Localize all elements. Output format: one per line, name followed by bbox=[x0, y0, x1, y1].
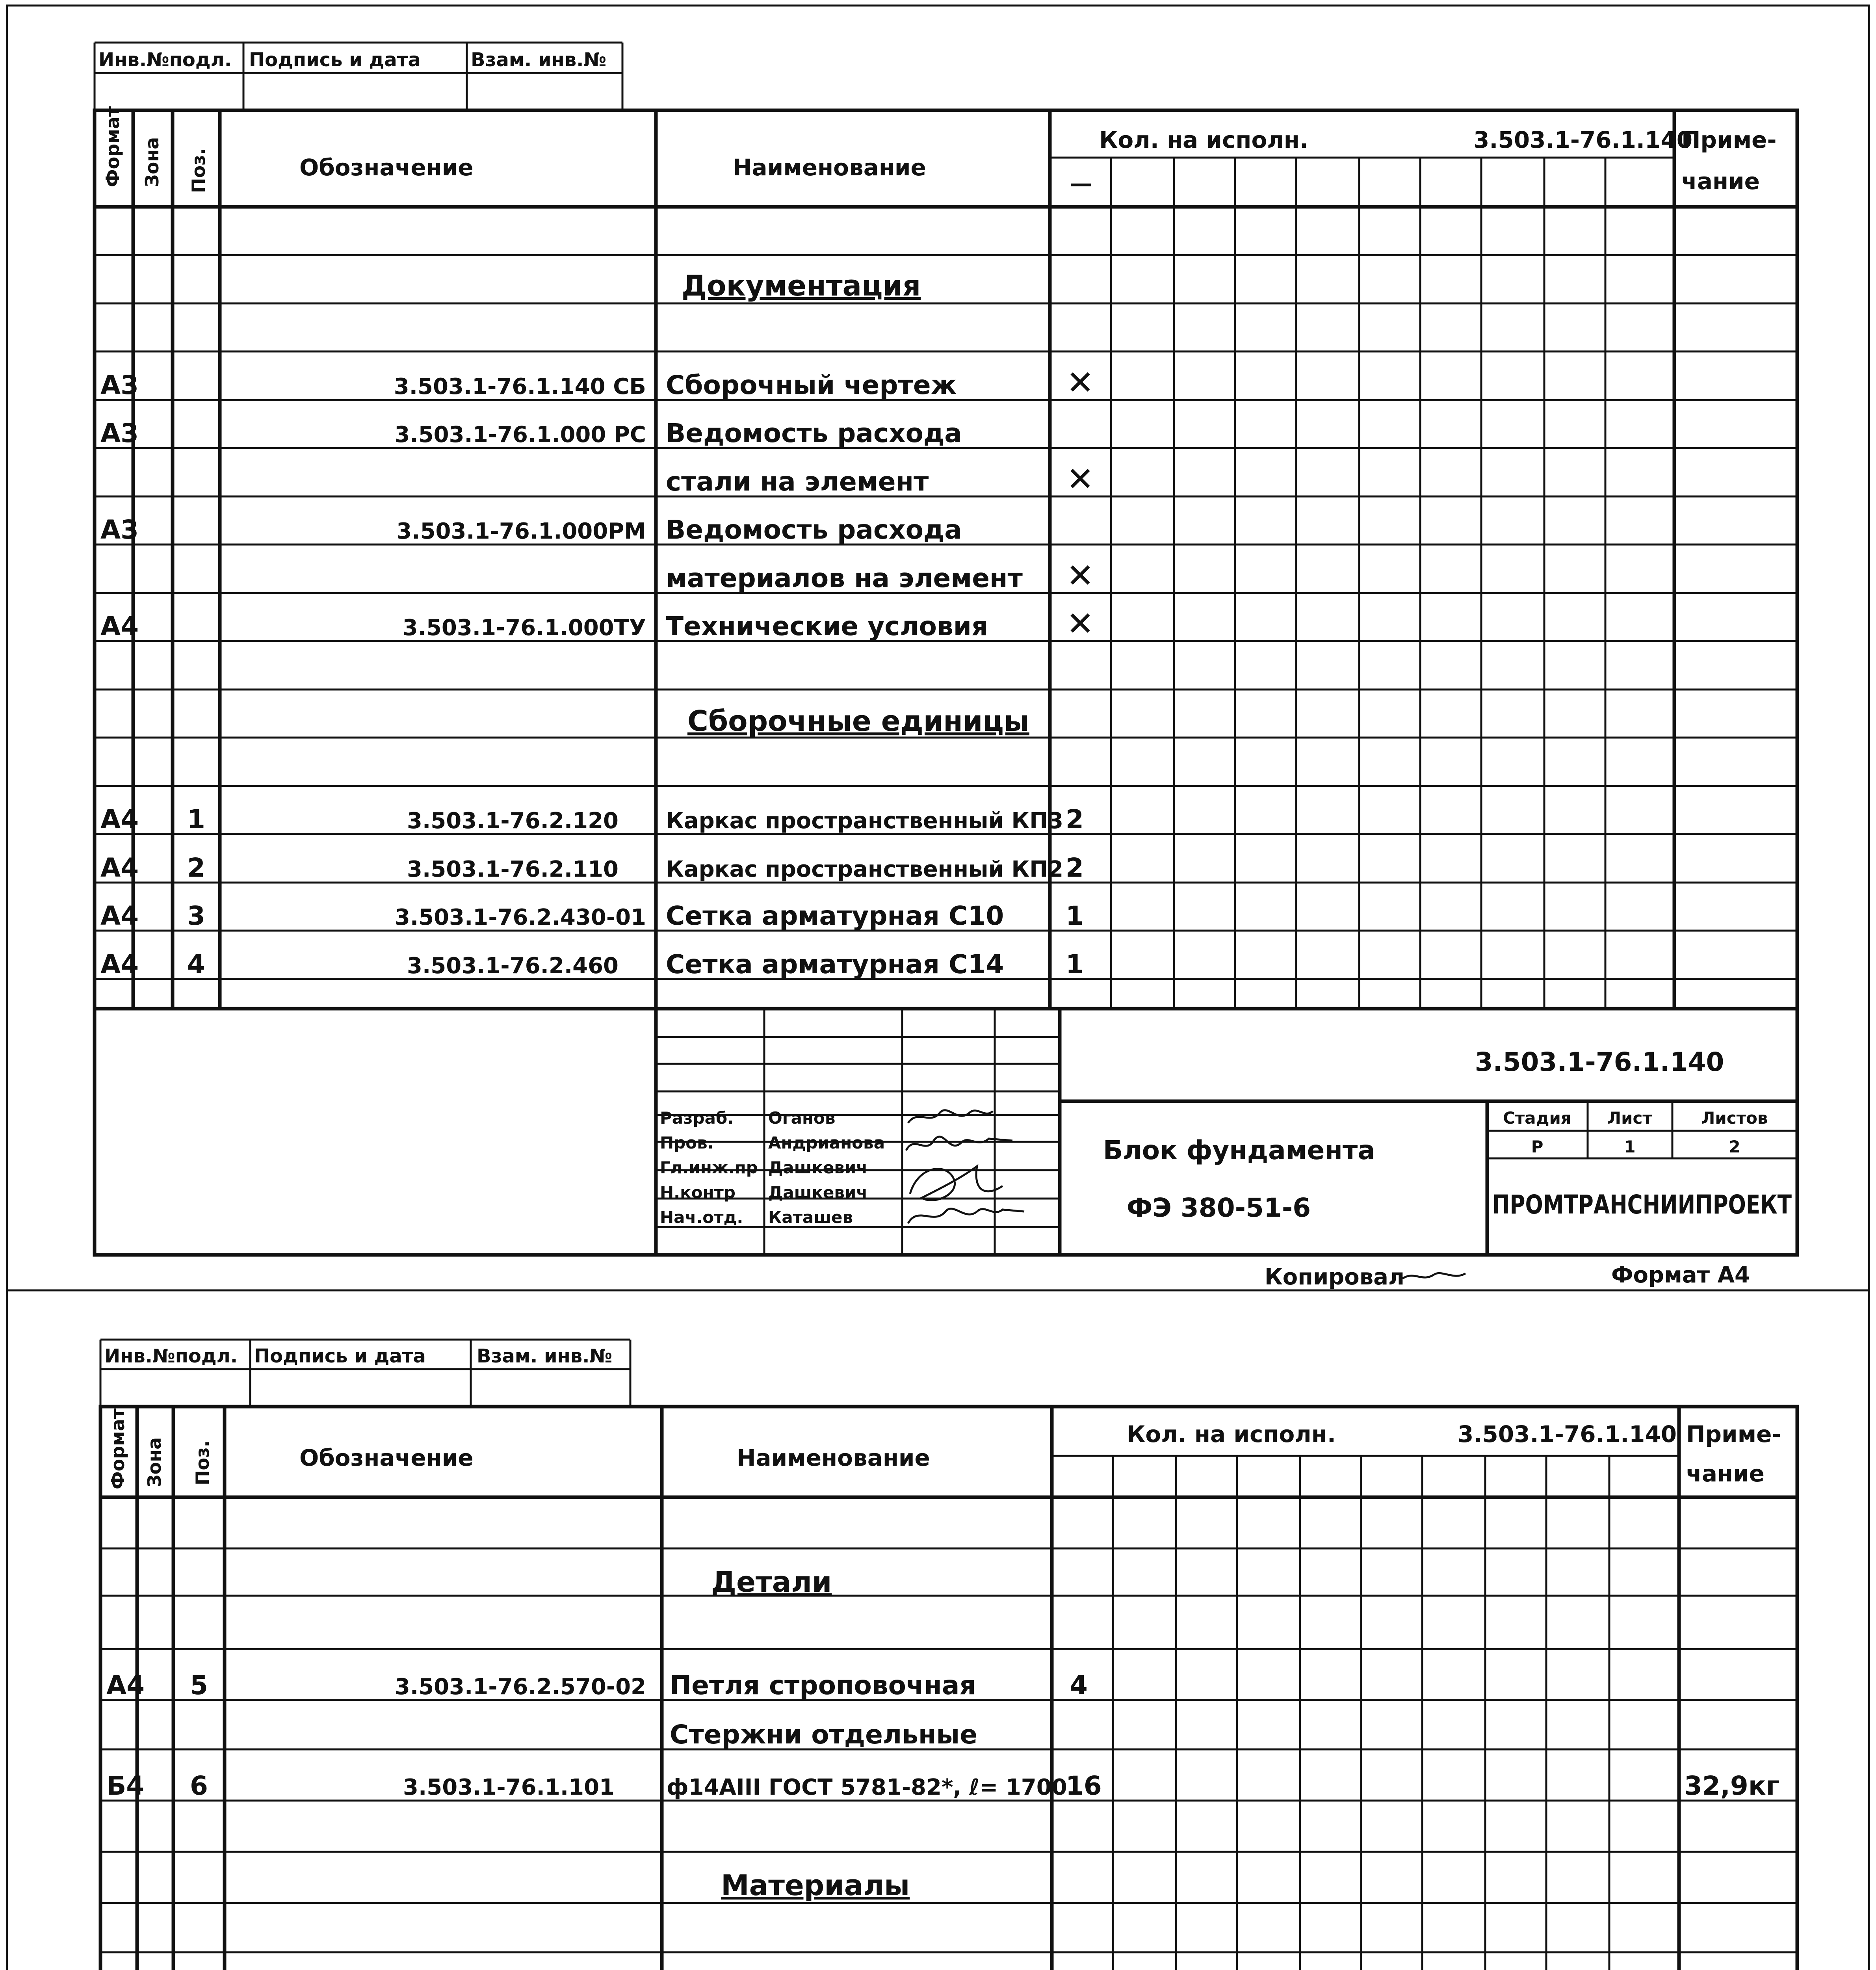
doc-4-name: Технические условия bbox=[666, 611, 988, 641]
role-5: Нач.отд. bbox=[660, 1208, 743, 1227]
role-3: Гл.инж.пр bbox=[660, 1158, 758, 1177]
section-assembly-units: Сборочные единицы bbox=[687, 704, 1029, 738]
stamp-vzam-inv-2: Взам. инв.№ bbox=[477, 1345, 613, 1367]
person-1: Оганов bbox=[768, 1108, 836, 1128]
stamp-inv-podl: Инв.№подл. bbox=[98, 49, 232, 71]
role-4: Н.контр bbox=[660, 1183, 736, 1202]
header-kol-2: Кол. на исполн. bbox=[1127, 1421, 1336, 1448]
header-format-2: Формат bbox=[107, 1408, 128, 1489]
header-primechanie-2: чание bbox=[1681, 168, 1760, 195]
doc-4-designation: 3.503.1-76.1.000ТУ bbox=[402, 615, 646, 641]
doc-3-designation: 3.503.1-76.1.000РМ bbox=[396, 519, 646, 544]
header-kol: Кол. на исполн. bbox=[1099, 126, 1308, 153]
org-name: ПРОМТРАНСНИИПРОЕКТ bbox=[1492, 1189, 1792, 1220]
title-block-1 bbox=[95, 1009, 1797, 1255]
header-primechanie-1: Приме- bbox=[1681, 126, 1777, 153]
table-row bbox=[100, 804, 1084, 834]
assembly-1-qty: 2 bbox=[1066, 804, 1084, 834]
doc-2-name-1: Ведомость расхода bbox=[666, 418, 962, 448]
doc-3-name-2: материалов на элемент bbox=[666, 563, 1023, 593]
title-name-1: Блок фундамента bbox=[1103, 1135, 1375, 1165]
assembly-4-format: А4 bbox=[100, 949, 139, 979]
header-doc-code: 3.503.1-76.1.140 bbox=[1473, 126, 1693, 153]
assembly-1-name: Каркас пространственный КП3 bbox=[666, 808, 1064, 834]
assembly-3-name: Сетка арматурная С10 bbox=[666, 901, 1004, 931]
person-4: Дашкевич bbox=[768, 1183, 868, 1202]
sheet-2 bbox=[100, 1340, 1797, 1970]
header-format: Формат bbox=[102, 106, 123, 187]
details-list bbox=[106, 1670, 1779, 1801]
header-oboznachenie-2: Обозначение bbox=[299, 1444, 474, 1471]
table-row bbox=[100, 949, 1084, 979]
sheets-label: Листов bbox=[1701, 1108, 1768, 1128]
header-dash: — bbox=[1070, 170, 1092, 197]
stage-label: Стадия bbox=[1503, 1108, 1571, 1128]
stamp-sheet-1 bbox=[95, 43, 622, 110]
detail-1-designation: 3.503.1-76.2.570-02 bbox=[394, 1674, 646, 1700]
header-poz: Поз. bbox=[188, 148, 209, 193]
detail-2-pos: 6 bbox=[190, 1771, 208, 1801]
assemblies-list bbox=[100, 804, 1084, 979]
role-1: Разраб. bbox=[660, 1108, 734, 1128]
sheets-value: 2 bbox=[1729, 1137, 1740, 1156]
section-materials: Материалы bbox=[721, 1869, 910, 1902]
doc-1-format: А3 bbox=[100, 370, 139, 400]
header-oboznachenie: Обозначение bbox=[299, 154, 474, 181]
detail-2-qty: 16 bbox=[1066, 1771, 1102, 1801]
assembly-2-qty: 2 bbox=[1066, 853, 1084, 883]
header-primechanie-2-2: чание bbox=[1686, 1460, 1765, 1487]
doc-1-designation: 3.503.1-76.1.140 СБ bbox=[394, 374, 646, 400]
section-documentation: Документация bbox=[682, 269, 921, 302]
signature-3 bbox=[910, 1166, 1003, 1200]
detail-2-designation: 3.503.1-76.1.101 bbox=[403, 1775, 615, 1800]
assembly-1-pos: 1 bbox=[187, 804, 205, 834]
person-5: Каташев bbox=[768, 1208, 853, 1227]
detail-2-name-1: Стержни отдельные bbox=[670, 1719, 977, 1750]
header-poz-2: Поз. bbox=[192, 1440, 213, 1485]
sheet-label-1: Лист bbox=[1607, 1108, 1652, 1128]
detail-1-qty: 4 bbox=[1070, 1670, 1088, 1701]
copied-label-1: Копировал bbox=[1265, 1264, 1404, 1290]
detail-1-format: А4 bbox=[106, 1670, 145, 1701]
table-row bbox=[106, 1719, 1779, 1801]
title-name-2: ФЭ 380-51-6 bbox=[1127, 1193, 1311, 1223]
assembly-2-designation: 3.503.1-76.2.110 bbox=[407, 857, 619, 882]
format-label-1: Формат А4 bbox=[1611, 1262, 1750, 1288]
assembly-1-designation: 3.503.1-76.2.120 bbox=[407, 808, 619, 834]
sheet-1 bbox=[95, 43, 1797, 1290]
doc-3-name-1: Ведомость расхода bbox=[666, 515, 962, 545]
table-row bbox=[100, 418, 1094, 498]
stage-value: Р bbox=[1531, 1137, 1544, 1156]
doc-3-format: А3 bbox=[100, 515, 139, 545]
assembly-3-designation: 3.503.1-76.2.430-01 bbox=[394, 905, 646, 930]
assembly-4-designation: 3.503.1-76.2.460 bbox=[407, 953, 619, 979]
detail-2-note: 32,9кг bbox=[1684, 1771, 1780, 1801]
assembly-3-pos: 3 bbox=[187, 901, 205, 931]
assembly-3-format: А4 bbox=[100, 901, 139, 931]
stamp-sheet-2 bbox=[100, 1340, 630, 1407]
person-3: Дашкевич bbox=[768, 1158, 868, 1177]
title-code-1: 3.503.1-76.1.140 bbox=[1475, 1047, 1724, 1077]
footer-1 bbox=[1265, 1262, 1750, 1290]
table-row bbox=[100, 853, 1084, 883]
assembly-1-format: А4 bbox=[100, 804, 139, 834]
header-doc-code-2: 3.503.1-76.1.140 bbox=[1458, 1421, 1677, 1448]
table-row bbox=[100, 901, 1084, 931]
table-header-1 bbox=[102, 106, 1777, 197]
assembly-3-qty: 1 bbox=[1066, 901, 1084, 931]
doc-4-mark: ✕ bbox=[1066, 604, 1094, 643]
table-row bbox=[100, 604, 1094, 643]
doc-4-format: А4 bbox=[100, 611, 139, 641]
doc-2-mark: ✕ bbox=[1066, 460, 1094, 498]
stamp-inv-podl-2: Инв.№подл. bbox=[104, 1345, 238, 1367]
assembly-4-pos: 4 bbox=[187, 949, 205, 979]
detail-2-name-2: ф14АIII ГОСТ 5781-82*, ℓ= 1700 bbox=[667, 1775, 1067, 1800]
stamp-podpis-data-2: Подпись и дата bbox=[254, 1345, 426, 1367]
doc-2-format: А3 bbox=[100, 418, 139, 448]
table-row bbox=[100, 515, 1094, 595]
doc-3-mark: ✕ bbox=[1066, 556, 1094, 595]
assembly-2-name: Каркас пространственный КП2 bbox=[666, 857, 1064, 882]
signature-1 bbox=[908, 1110, 993, 1123]
sheet-value-1: 1 bbox=[1624, 1137, 1636, 1156]
header-zona-2: Зона bbox=[144, 1437, 165, 1487]
doc-1-name: Сборочный чертеж bbox=[666, 370, 957, 400]
header-zona: Зона bbox=[141, 137, 163, 187]
table-header-2 bbox=[107, 1408, 1781, 1489]
doc-2-designation: 3.503.1-76.1.000 РС bbox=[394, 422, 646, 448]
role-2: Пров. bbox=[660, 1133, 714, 1152]
doc-1-mark: ✕ bbox=[1066, 363, 1094, 402]
assembly-2-format: А4 bbox=[100, 853, 139, 883]
detail-2-format: Б4 bbox=[106, 1771, 145, 1801]
assembly-4-name: Сетка арматурная С14 bbox=[666, 949, 1004, 979]
table-row bbox=[106, 1670, 1088, 1701]
header-naimenovanie: Наименование bbox=[733, 154, 926, 181]
detail-1-name: Петля строповочная bbox=[670, 1670, 976, 1701]
assembly-2-pos: 2 bbox=[187, 853, 205, 883]
person-2: Андрианова bbox=[768, 1133, 885, 1152]
stamp-vzam-inv: Взам. инв.№ bbox=[471, 49, 607, 71]
stamp-podpis-data: Подпись и дата bbox=[249, 49, 421, 71]
header-primechanie-2-1: Приме- bbox=[1686, 1421, 1781, 1448]
detail-1-pos: 5 bbox=[190, 1670, 208, 1701]
table-row bbox=[100, 363, 1094, 402]
header-naimenovanie-2: Наименование bbox=[737, 1444, 930, 1471]
copier-signature-1 bbox=[1402, 1273, 1466, 1279]
signature-4 bbox=[908, 1209, 1024, 1223]
documents-list bbox=[100, 363, 1094, 643]
assembly-4-qty: 1 bbox=[1066, 949, 1084, 979]
doc-2-name-2: стали на элемент bbox=[666, 466, 929, 497]
signature-2 bbox=[906, 1137, 1012, 1150]
section-details: Детали bbox=[711, 1565, 832, 1598]
